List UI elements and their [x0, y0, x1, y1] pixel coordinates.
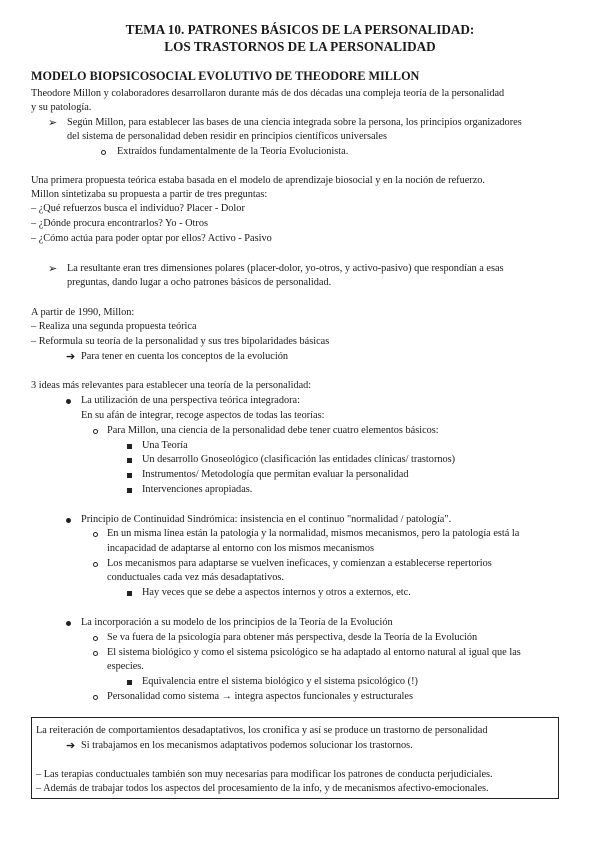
- box-line1: La reiteración de comportamientos desadaptativos, los cronifica y así se produce un trastorno de personalidad: [36, 725, 488, 736]
- arrow1-line: del sistema de personalidad deben residir en principios científicos universales: [67, 131, 387, 142]
- idea2-c2: conductuales cada vez más desadaptativos.: [107, 572, 284, 583]
- idea3-c3: Personalidad como sistema → integra aspectos funcionales y estructurales: [107, 691, 413, 702]
- idea2-title: Principio de Continuidad Sindrómica: insistencia en el continuo "normalidad / patología".: [81, 514, 452, 525]
- p2-line: – ¿Qué refuerzos busca el individuo? Placer - Dolor: [31, 203, 245, 214]
- box-arrow: Si trabajamos en los mecanismos adaptativos podemos solucionar los trastornos.: [81, 740, 413, 751]
- idea1-item: Un desarrollo Gnoseológico (clasificación las entidades clínicas/ trastornos): [142, 454, 456, 465]
- right-arrow-icon: ➔: [66, 740, 76, 752]
- p2-line: Millon sintetizaba su propuesta a partir de tres preguntas:: [31, 189, 268, 200]
- arrow2-line: La resultante eran tres dimensiones polares (placer-dolor, yo-otros, y activo-pasivo) que respondían a esas: [67, 263, 504, 274]
- doc-title-line1: TEMA 10. PATRONES BÁSICOS DE LA PERSONALIDAD:: [125, 22, 475, 37]
- intro-line: Theodore Millon y colaboradores desarrollaron durante más de dos décadas una compleja teoría de la personalidad: [31, 88, 505, 99]
- idea2-c2: Los mecanismos para adaptarse se vuelven ineficaces, y comienzan a establecerse repertorios: [107, 558, 492, 569]
- circle-bullet-icon: [93, 557, 98, 572]
- intro-line: y su patología.: [31, 102, 92, 113]
- p2-line: Una primera propuesta teórica estaba basada en el modelo de aprendizaje biosocial y en la noción de refuerzo.: [31, 175, 486, 186]
- idea2-c1: incapacidad de adaptarse al entorno con los mismos mecanismos: [107, 543, 375, 554]
- arrow1-sub: Extraídos fundamentalmente de la Teoría Evolucionista.: [117, 146, 349, 157]
- arrowhead-bullet-icon: ➢: [48, 263, 58, 275]
- arrow2-line: preguntas, dando lugar a ocho patrones básicos de personalidad.: [67, 277, 332, 288]
- p2-line: – ¿Cómo actúa para poder optar por ellos? Activo - Pasivo: [31, 233, 272, 244]
- circle-bullet-icon: [93, 646, 98, 661]
- circle-bullet-icon: [93, 424, 98, 439]
- filled-bullet-icon: [66, 616, 71, 631]
- arrowhead-bullet-icon: ➢: [48, 117, 58, 129]
- idea2-c1: En un misma línea están la patología y la normalidad, mismos mecanismos, pero la patología está la: [107, 528, 520, 539]
- doc-title-line2: LOS TRASTORNOS DE LA PERSONALIDAD: [164, 39, 436, 54]
- idea1-item: Intervenciones apropiadas.: [142, 484, 253, 495]
- circle-bullet-icon: [101, 145, 106, 160]
- box-line2: – Las terapias conductuales también son muy necesarias para modificar los patrones de conducta perjudiciales.: [36, 769, 493, 780]
- box-line3: – Además de trabajar todos los aspectos del procesamiento de la info, y de mecanismos afectivo-emocionales.: [36, 783, 489, 794]
- circle-bullet-icon: [93, 631, 98, 646]
- square-bullet-icon: [127, 675, 132, 690]
- square-bullet-icon: [127, 586, 132, 601]
- idea3-title: La incorporación a su modelo de los principios de la Teoría de la Evolución: [81, 617, 393, 628]
- square-bullet-icon: [127, 453, 132, 468]
- p3-line: A partir de 1990, Millon:: [31, 307, 135, 318]
- section-heading: MODELO BIOPSICOSOCIAL EVOLUTIVO DE THEODORE MILLON: [31, 69, 420, 83]
- circle-bullet-icon: [93, 527, 98, 542]
- idea1-circle: Para Millon, una ciencia de la personalidad debe tener cuatro elementos básicos:: [107, 425, 439, 436]
- square-bullet-icon: [127, 468, 132, 483]
- square-bullet-icon: [127, 439, 132, 454]
- ideas-intro: 3 ideas más relevantes para establecer una teoría de la personalidad:: [31, 380, 312, 391]
- square-bullet-icon: [127, 483, 132, 498]
- p3-arrow-text: Para tener en cuenta los conceptos de la evolución: [81, 351, 288, 362]
- idea1-title: La utilización de una perspectiva teórica integradora:: [81, 395, 300, 406]
- idea1-item: Una Teoría: [142, 440, 188, 451]
- idea1-item: Instrumentos/ Metodología que permitan evaluar la personalidad: [142, 469, 409, 480]
- filled-bullet-icon: [66, 513, 71, 528]
- idea3-c2: El sistema biológico y como el sistema psicológico se ha adaptado al entorno natural al igual que las: [107, 647, 521, 658]
- filled-bullet-icon: [66, 394, 71, 409]
- idea1-sub: En su afán de integrar, recoge aspectos de todas las teorías:: [81, 410, 325, 421]
- p3-line: – Reformula su teoría de la personalidad y sus tres bipolaridades básicas: [31, 336, 330, 347]
- idea3-c2: especies.: [107, 661, 144, 672]
- p3-line: – Realiza una segunda propuesta teórica: [31, 321, 197, 332]
- p2-line: – ¿Dónde procura encontrarlos? Yo - Otros: [31, 218, 209, 229]
- idea3-item: Equivalencia entre el sistema biológico y el sistema psicológico (!): [142, 676, 418, 687]
- arrow1-line: Según Millon, para establecer las bases de una ciencia integrada sobre la persona, los principios organizadores: [67, 117, 522, 128]
- idea3-c1: Se va fuera de la psicología para obtener más perspectiva, desde la Teoría de la Evolución: [107, 632, 478, 643]
- right-arrow-icon: ➔: [66, 351, 76, 363]
- circle-bullet-icon: [93, 690, 98, 705]
- idea2-item: Hay veces que se debe a aspectos internos y otros a externos, etc.: [142, 587, 411, 598]
